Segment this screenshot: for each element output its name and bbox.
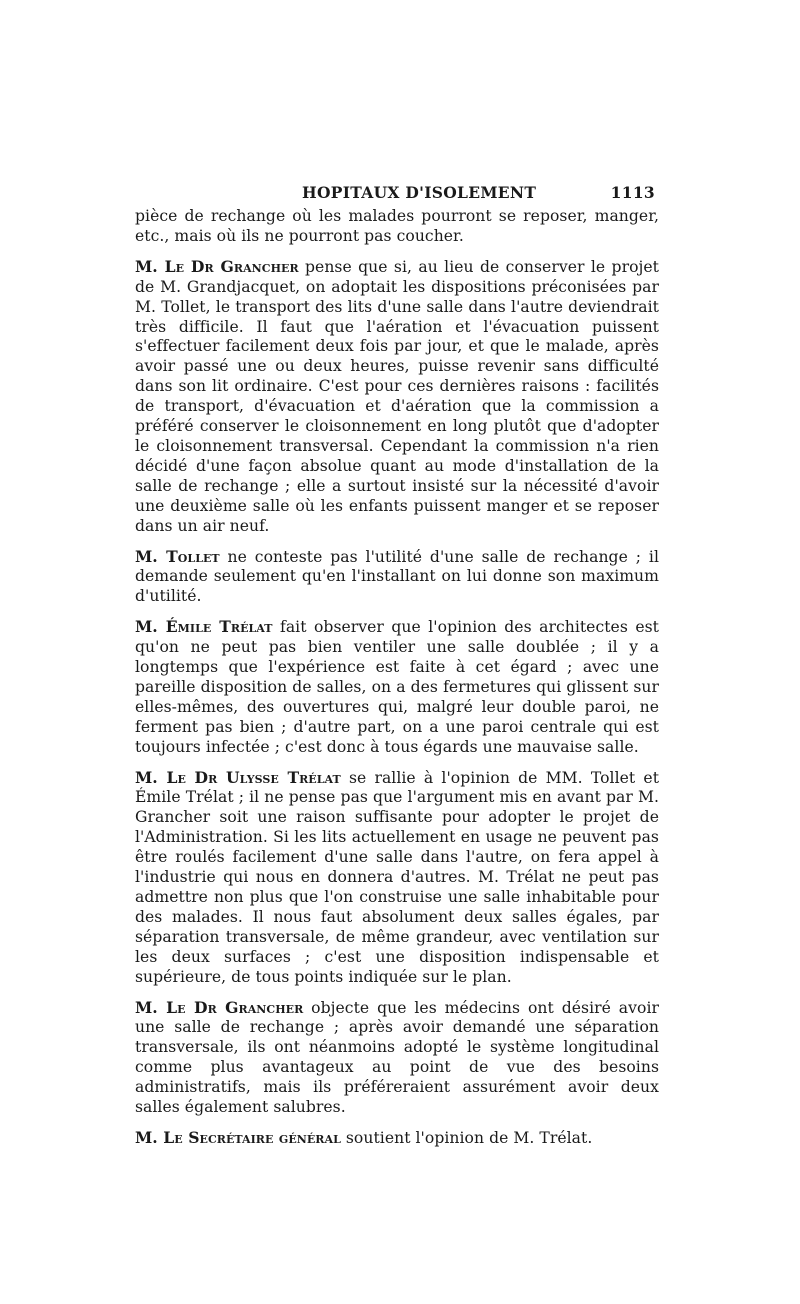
page-number: 1113 (610, 183, 655, 202)
book-page (135, 183, 659, 1149)
speaker-name: M. Le Secrétaire général (135, 1127, 341, 1147)
paragraph-text: se rallie à l'opinion de MM. Tollet et Émile Trélat ; il ne pense pas que l'argument mis en avant par M. Grancher soit une raison suffisante pour adopter le projet de l'Administration. Si les lits actuellement en usage ne peuvent pas être roulés facilement d'une salle dans l'autre, on fera appel à l'industrie qui nous en donnera d'autres. M. Trélat ne peut pas admettre non plus que l'on construise une salle inhabitable pour des malades. Il nous faut absolument deux salles égales, par séparation transversale, de même grandeur, avec ventilation sur les deux surfaces ; c'est une disposition indispensable et supérieure, de tous points indiquée sur le plan. (135, 768, 660, 986)
paragraph-text: soutient l'opinion de M. Trélat. (340, 1128, 593, 1147)
paragraph-text: objecte que les médecins ont désiré avoir une salle de rechange ; après avoir demandé une séparation transversale, ils ont néanmoins adopté le système longitudinal comme plus avantageux au point de vue des besoins administratifs, mais ils préféreraient assurément avoir deux salles également salubres. (135, 998, 659, 1117)
speaker-name: M. Le Dr Grancher (135, 256, 299, 276)
paragraph-text: pièce de rechange où les malades pourront se reposer, manger, etc., mais où ils ne pourront pas coucher. (135, 207, 659, 245)
paragraph (135, 1128, 659, 1149)
paragraph (135, 547, 659, 608)
speaker-name: M. Le Dr Grancher (135, 997, 304, 1017)
paragraph (135, 998, 659, 1118)
paragraph (135, 207, 659, 247)
speaker-name: M. Émile Trélat (135, 617, 273, 637)
speaker-name: M. Le Dr Ulysse Trélat (135, 767, 341, 787)
body-text (135, 207, 659, 1149)
paragraph-text: fait observer que l'opinion des architectes est qu'on ne peut pas bien ventiler une salle doublée ; il y a longtemps que l'expérience est faite à cet égard ; avec une pareille disposition de salles, on a des fermetures qui glissent sur elles-mêmes, des ouvertures qui, malgré leur double paroi, ne ferment pas bien ; d'autre part, on a une paroi centrale qui est toujours infectée ; c'est donc à tous égards une mauvaise salle. (135, 618, 660, 756)
paragraph (135, 257, 659, 537)
speaker-name: M. Tollet (135, 546, 220, 566)
paragraph-text: pense que si, au lieu de conserver le projet de M. Grandjacquet, on adoptait les dispositions préconisées par M. Tollet, le transport des lits d'une salle dans l'autre deviendrait très difficile. Il faut que l'aération et l'évacuation puissent s'effectuer facilement deux fois par jour, et que le malade, après avoir passé une ou deux heures, puisse revenir sans difficulté dans son lit ordinaire. C'est pour ces dernières raisons : facilités de transport, d'évacuation et d'aération que la commission a préféré conserver le cloisonnement en long plutôt que d'adopter le cloisonnement transversal. Cependant la commission n'a rien décidé d'une façon absolue quant au mode d'installation de la salle de rechange ; elle a surtout insisté sur la nécessité d'avoir une deuxième salle où les enfants puissent manger et se reposer dans un air neuf. (135, 257, 659, 535)
paragraph (135, 617, 659, 757)
paragraph (135, 768, 659, 988)
running-title: HOPITAUX D'ISOLEMENT (302, 183, 537, 202)
running-header (135, 183, 659, 207)
paragraph-text: ne conteste pas l'utilité d'une salle de rechange ; il demande seulement qu'en l'installant on lui donne son maximum d'utilité. (135, 547, 659, 606)
